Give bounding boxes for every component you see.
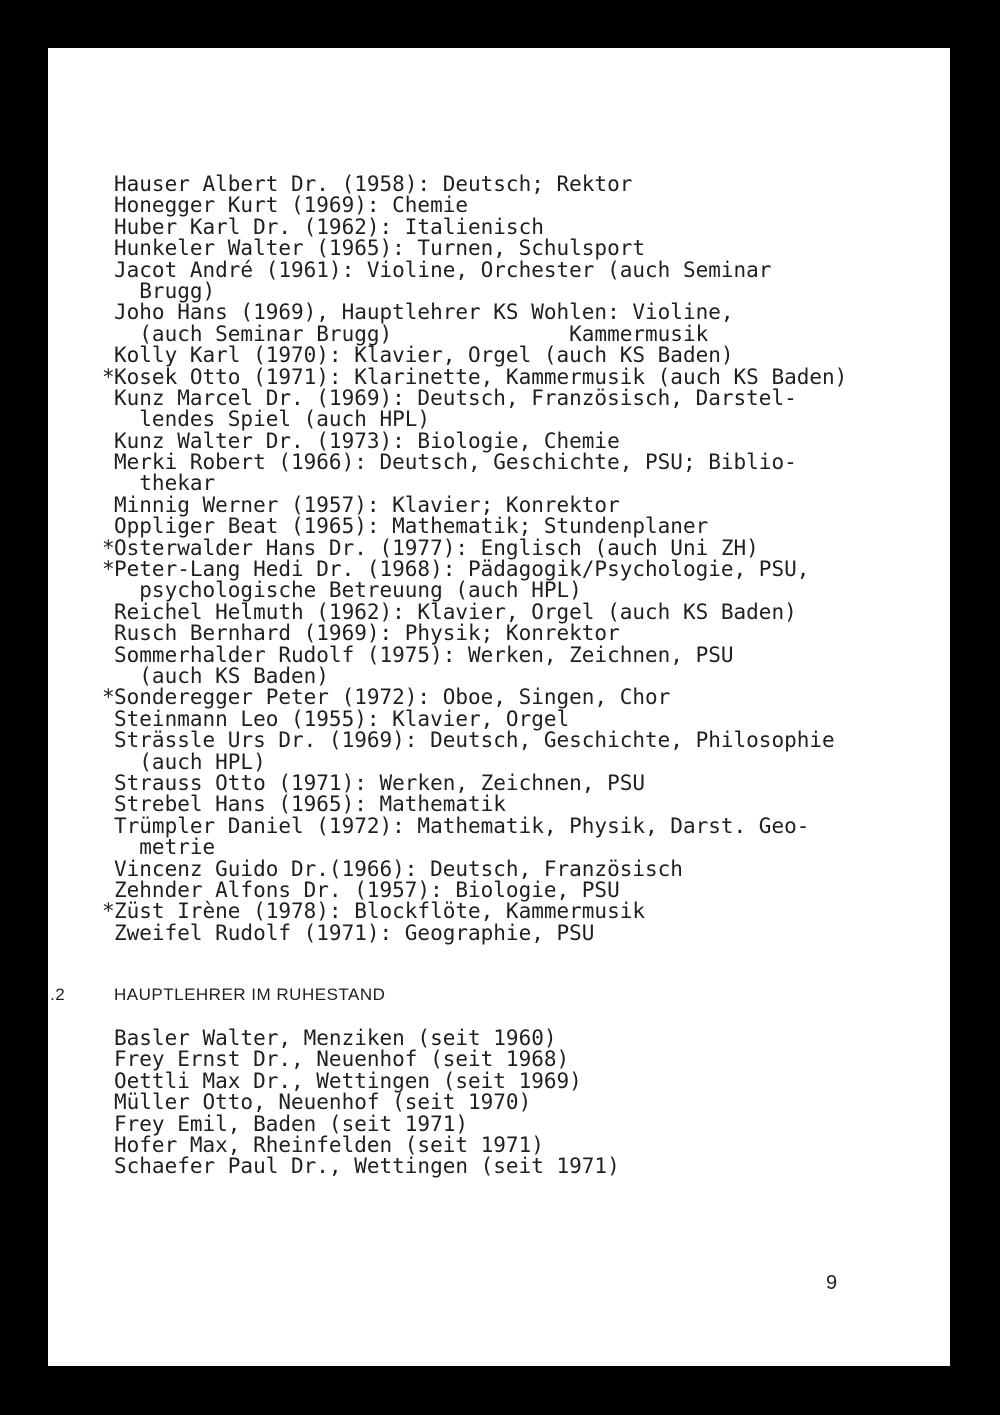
- teacher-entry-text: Rusch Bernhard (1969): Physik; Konrektor: [114, 621, 620, 646]
- teacher-entry-text: Huber Karl Dr. (1962): Italienisch: [114, 214, 544, 239]
- asterisk-mark: *: [102, 557, 115, 582]
- retired-entry: Basler Walter, Menziken (seit 1960): [114, 1026, 557, 1050]
- teacher-entry-text: Hunkeler Walter (1965): Turnen, Schulsport: [114, 236, 646, 261]
- teacher-entry-text: psychologische Betreuung (auch HPL): [114, 578, 582, 603]
- teacher-entry-line: [114, 856, 847, 881]
- asterisk-mark: *: [102, 535, 115, 560]
- teacher-entry-text: Zehnder Alfons Dr. (1957): Biologie, PSU: [114, 877, 620, 902]
- teacher-entry-line: [114, 473, 847, 494]
- teacher-entry-text: Osterwalder Hans Dr. (1977): Englisch (auch Uni ZH): [114, 535, 759, 560]
- teacher-entry-text: Minnig Werner (1957): Klavier; Konrektor: [114, 492, 620, 517]
- teacher-entry-text: thekar: [114, 471, 216, 496]
- retired-entry: Schaefer Paul Dr., Wettingen (seit 1971): [114, 1154, 620, 1179]
- teacher-entry-text: Reichel Helmuth (1962): Klavier, Orgel (auch KS Baden): [114, 599, 797, 624]
- teacher-entry-line: [114, 749, 847, 774]
- teacher-entry-text: Vincenz Guido Dr.(1966): Deutsch, Französisch: [114, 856, 683, 881]
- teacher-entry-text: Strauss Otto (1971): Werken, Zeichnen, PSU: [114, 770, 646, 795]
- teacher-entry-text: Brugg): [114, 278, 216, 303]
- asterisk-mark: *: [102, 899, 115, 924]
- teacher-entry-line: [114, 813, 847, 838]
- teacher-entry-line: [114, 452, 847, 473]
- teacher-entry-text: Jacot André (1961): Violine, Orchester (auch Seminar: [114, 257, 772, 282]
- teacher-entry-text: Kunz Marcel Dr. (1969): Deutsch, Französisch, Darstel-: [114, 385, 797, 410]
- section-heading: [48, 985, 950, 1009]
- teacher-entry-line: [114, 580, 847, 601]
- teacher-entry-text: (auch HPL): [114, 749, 266, 774]
- teacher-entry-line: [114, 730, 847, 751]
- teacher-entry-text: Oppliger Beat (1965): Mathematik; Stundenplaner: [114, 514, 709, 539]
- teacher-entry-line: [114, 302, 847, 323]
- teacher-entry-text: Hauser Albert Dr. (1958): Deutsch; Rektor: [114, 172, 633, 196]
- teacher-entry-text: lendes Spiel (auch HPL): [114, 407, 431, 432]
- teacher-entry-line: [102, 557, 847, 582]
- page-number: 9: [826, 1272, 838, 1294]
- teacher-entry-text: Kosek Otto (1971): Klarinette, Kammermusik (auch KS Baden): [114, 364, 848, 389]
- teacher-entry-text: Züst Irène (1978): Blockflöte, Kammermusik: [114, 899, 646, 924]
- teacher-entry-text: Trümpler Daniel (1972): Mathematik, Physik, Darst. Geo-: [114, 813, 810, 838]
- teacher-entry-line: [102, 535, 847, 560]
- teacher-entry-text: Strebel Hans (1965): Mathematik: [114, 792, 506, 817]
- teacher-entry-text: Kunz Walter Dr. (1973): Biologie, Chemie: [114, 428, 620, 453]
- teacher-entry-line: [114, 409, 847, 430]
- teacher-entry-text: Sommerhalder Rudolf (1975): Werken, Zeichnen, PSU: [114, 642, 734, 667]
- teacher-entry-line: [114, 238, 847, 259]
- teacher-entry-text: (auch KS Baden): [114, 663, 329, 688]
- teacher-entry-line: [114, 174, 847, 195]
- teacher-entry-text: Joho Hans (1969), Hauptlehrer KS Wohlen: Violine,: [114, 300, 734, 325]
- teacher-entry-line: [114, 385, 847, 410]
- teacher-entry-line: [114, 214, 847, 239]
- teacher-entry-line: [114, 599, 847, 624]
- teacher-entry-line: [102, 899, 847, 924]
- retired-entry: Oettli Max Dr., Wettingen (seit 1969): [114, 1068, 582, 1093]
- teacher-entry-line: [114, 428, 847, 453]
- teacher-entry-text: (auch Seminar Brugg) Kammermusik: [114, 321, 709, 346]
- teacher-entry-line: [114, 492, 847, 517]
- asterisk-mark: *: [102, 364, 115, 389]
- teacher-entry-line: [114, 257, 847, 282]
- teacher-list: [102, 172, 848, 945]
- teacher-entry-line: [114, 278, 847, 303]
- teacher-entry-line: [102, 685, 847, 710]
- teacher-entry-line: [114, 794, 847, 815]
- teacher-entry-line: [114, 920, 847, 945]
- teacher-entry-text: Steinmann Leo (1955): Klavier, Orgel: [114, 706, 570, 731]
- teacher-entry-line: [114, 623, 847, 644]
- teacher-entry-line: [114, 877, 847, 902]
- teacher-entry-text: Peter-Lang Hedi Dr. (1968): Pädagogik/Psychologie, PSU,: [114, 557, 810, 582]
- teacher-entry-line: [114, 345, 847, 366]
- retired-teacher-list: [114, 1028, 620, 1178]
- teacher-entry-line: [114, 663, 847, 688]
- teacher-entry-text: Merki Robert (1966): Deutsch, Geschichte, PSU; Biblio-: [114, 450, 797, 475]
- section-title: HAUPTLEHRER IM RUHESTAND: [114, 985, 386, 1004]
- teacher-entry-line: [114, 837, 847, 858]
- retired-entry: Hofer Max, Rheinfelden (seit 1971): [114, 1132, 544, 1157]
- teacher-entry-line: [114, 642, 847, 667]
- teacher-entry-line: [114, 195, 847, 216]
- teacher-entry-line: [102, 364, 848, 389]
- retired-entry: Frey Ernst Dr., Neuenhof (seit 1968): [114, 1047, 570, 1072]
- teacher-entry-line: [114, 770, 847, 795]
- retired-entry: Müller Otto, Neuenhof (seit 1970): [114, 1090, 532, 1115]
- teacher-entry-text: metrie: [114, 835, 216, 860]
- teacher-entry-text: Zweifel Rudolf (1971): Geographie, PSU: [114, 920, 595, 945]
- asterisk-mark: *: [102, 685, 115, 710]
- teacher-entry-text: Honegger Kurt (1969): Chemie: [114, 193, 469, 218]
- teacher-entry-text: Kolly Karl (1970): Klavier, Orgel (auch KS Baden): [114, 343, 734, 368]
- teacher-entry-line: [114, 321, 847, 346]
- section-number: .2: [50, 985, 66, 1004]
- retired-entry: Frey Emil, Baden (seit 1971): [114, 1111, 469, 1136]
- teacher-entry-line: [114, 706, 847, 731]
- teacher-entry-text: Strässle Urs Dr. (1969): Deutsch, Geschichte, Philosophie: [114, 728, 835, 753]
- document-page: [48, 48, 950, 1366]
- teacher-entry-text: Sonderegger Peter (1972): Oboe, Singen, Chor: [114, 685, 671, 710]
- teacher-entry-line: [114, 516, 847, 537]
